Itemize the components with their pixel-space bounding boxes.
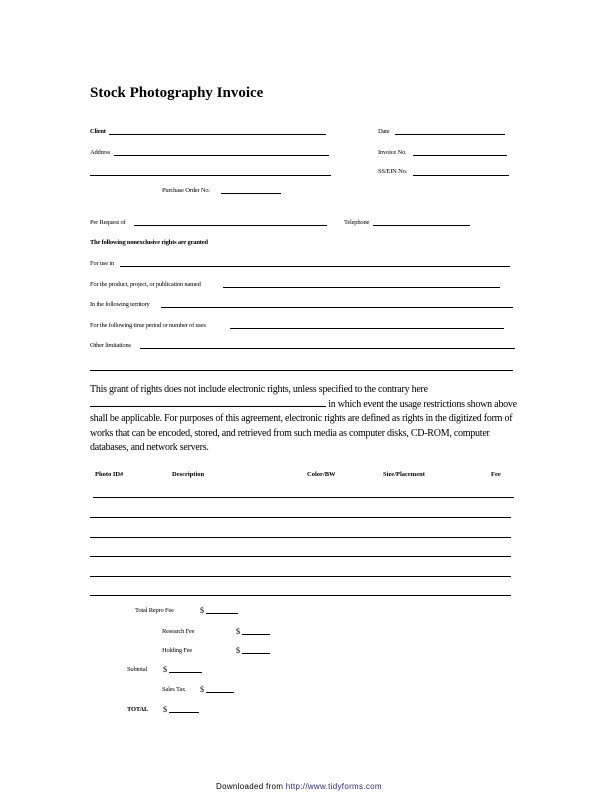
total-repro-fee-currency: $ xyxy=(200,606,204,615)
page-title: Stock Photography Invoice xyxy=(90,85,264,101)
per-request-field[interactable] xyxy=(134,225,327,226)
rights-heading: The following nonexclusive rights are granted xyxy=(90,239,208,246)
research-fee-field[interactable] xyxy=(242,634,270,635)
footer xyxy=(216,782,382,791)
header-description: Description xyxy=(172,471,205,478)
sales-tax-field[interactable] xyxy=(206,692,234,693)
other-limitations-field-2[interactable] xyxy=(90,370,513,371)
date-label: Date xyxy=(378,128,390,135)
holding-fee-currency: $ xyxy=(236,646,240,655)
client-field[interactable] xyxy=(109,134,326,135)
other-limitations-field[interactable] xyxy=(140,348,515,349)
address-field[interactable] xyxy=(114,155,329,156)
table-row[interactable] xyxy=(93,497,514,498)
total-label: TOTAL xyxy=(127,706,149,713)
subtotal-field[interactable] xyxy=(169,672,202,673)
total-currency: $ xyxy=(163,705,167,714)
holding-fee-field[interactable] xyxy=(242,653,270,654)
table-row[interactable] xyxy=(90,595,511,596)
header-color-bw: Color/BW xyxy=(307,471,336,478)
per-request-label: Per Request of xyxy=(90,219,126,226)
paragraph-part-2: in which event the usage restrictions shown above shall be applicable. For purposes of this agreement, electronic rights are defined as rights in the digitized form of works that can be encoded, stored, and retrieved from such media as computer disks, CD-ROM, computer databases, and network servers. xyxy=(90,398,517,453)
table-row[interactable] xyxy=(90,576,511,577)
header-fee: Fee xyxy=(491,471,501,478)
client-label: Client xyxy=(90,128,106,135)
telephone-field[interactable] xyxy=(373,225,470,226)
date-field[interactable] xyxy=(395,134,505,135)
electronic-rights-paragraph xyxy=(90,383,525,456)
for-use-in-field[interactable] xyxy=(120,266,510,267)
territory-label: In the following territory xyxy=(90,301,150,308)
research-fee-label: Research Fee xyxy=(162,628,195,635)
address-line-2-field[interactable] xyxy=(90,175,331,176)
table-row[interactable] xyxy=(90,537,511,538)
ss-ein-field[interactable] xyxy=(413,175,509,176)
research-fee-currency: $ xyxy=(236,627,240,636)
purchase-order-field[interactable] xyxy=(221,193,281,194)
electronic-rights-field[interactable] xyxy=(90,398,326,407)
sales-tax-label: Sales Tax xyxy=(162,686,186,693)
product-label: For the product, project, or publication named xyxy=(90,281,201,288)
total-repro-fee-label: Total Repro Fee xyxy=(135,607,174,614)
footer-link[interactable]: http://www.tidyforms.com xyxy=(285,782,382,791)
product-field[interactable] xyxy=(223,287,500,288)
invoice-no-field[interactable] xyxy=(413,155,507,156)
territory-field[interactable] xyxy=(161,307,513,308)
header-size-placement: Size/Placement xyxy=(383,471,425,478)
table-row[interactable] xyxy=(90,556,511,557)
other-limitations-label: Other limitations xyxy=(90,342,131,349)
table-row[interactable] xyxy=(90,517,511,518)
holding-fee-label: Holding Fee xyxy=(162,647,193,654)
period-label: For the following time period or number of uses xyxy=(90,322,206,329)
paragraph-part-1: This grant of rights does not include electronic rights, unless specified to the contrary here xyxy=(90,384,428,395)
period-field[interactable] xyxy=(230,328,504,329)
total-repro-fee-field[interactable] xyxy=(206,613,238,614)
total-field[interactable] xyxy=(169,712,199,713)
subtotal-currency: $ xyxy=(163,665,167,674)
ss-ein-label: SS/EIN No. xyxy=(378,168,408,175)
telephone-label: Telephone xyxy=(344,219,370,226)
sales-tax-currency: $ xyxy=(200,685,204,694)
subtotal-label: Subtotal xyxy=(127,666,148,673)
header-photo-id: Photo ID# xyxy=(95,471,124,478)
for-use-in-label: For use in xyxy=(90,260,115,267)
purchase-order-label: Purchase Order No. xyxy=(162,187,210,194)
footer-prefix: Downloaded from xyxy=(216,782,284,791)
address-label: Address xyxy=(90,149,110,156)
invoice-no-label: Invoice No. xyxy=(378,149,407,156)
